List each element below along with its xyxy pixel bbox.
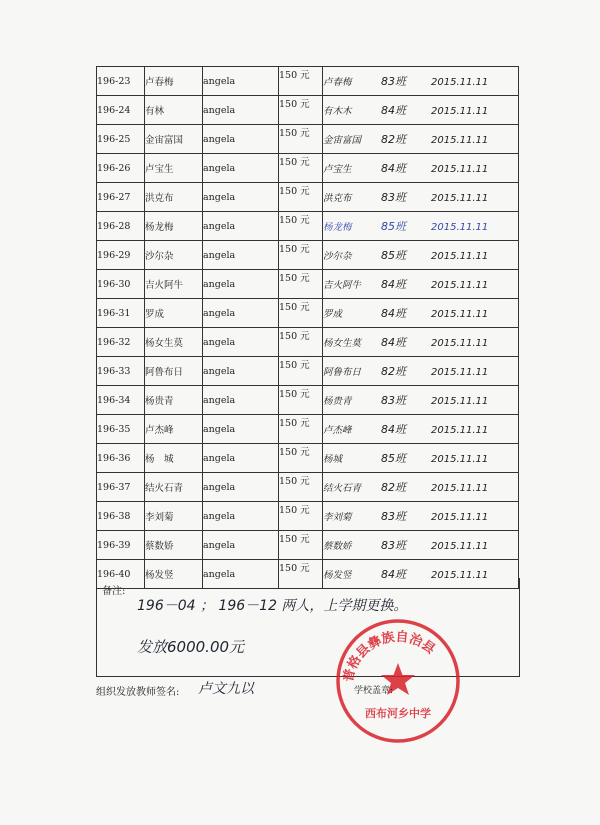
signature-date: 2015.11.11 (431, 512, 489, 523)
table-row (97, 241, 519, 270)
signature-class: 84班 (381, 568, 406, 581)
student-signature (323, 183, 519, 212)
student-number: 196-32 (97, 328, 145, 357)
subsidy-roster-table (96, 66, 519, 589)
signature-date: 2015.11.11 (431, 251, 489, 262)
signature-class: 84班 (381, 336, 406, 349)
student-number: 196-31 (97, 299, 145, 328)
signature-name: 杨贵青 (323, 396, 352, 407)
signature-date: 2015.11.11 (431, 280, 489, 291)
signature-date: 2015.11.11 (431, 222, 489, 233)
handler-name: angela (203, 328, 279, 357)
signature-date: 2015.11.11 (431, 309, 489, 320)
signature-class: 82班 (381, 365, 406, 378)
handler-name: angela (203, 299, 279, 328)
subsidy-amount: 150 元 (279, 96, 323, 125)
seal-label: 学校盖章: (354, 686, 394, 696)
student-signature (323, 241, 519, 270)
student-name: 金宙富国 (145, 125, 203, 154)
signature-name: 金宙富国 (323, 135, 362, 146)
student-number: 196-40 (97, 560, 145, 589)
handler-name: angela (203, 241, 279, 270)
table-row (97, 183, 519, 212)
student-name: 有林 (145, 96, 203, 125)
student-number: 196-34 (97, 386, 145, 415)
student-signature (323, 444, 519, 473)
signature-name: 沙尔杂 (323, 251, 352, 262)
table-row (97, 473, 519, 502)
student-name: 杨龙梅 (145, 212, 203, 241)
student-number: 196-37 (97, 473, 145, 502)
signature-class: 84班 (381, 104, 406, 117)
student-number: 196-38 (97, 502, 145, 531)
subsidy-amount: 150 元 (279, 241, 323, 270)
table-row (97, 328, 519, 357)
signature-class: 83班 (381, 539, 406, 552)
table-row (97, 299, 519, 328)
handler-name: angela (203, 444, 279, 473)
student-number: 196-29 (97, 241, 145, 270)
signature-name: 杨城 (323, 454, 343, 465)
subsidy-amount: 150 元 (279, 183, 323, 212)
signature-date: 2015.11.11 (431, 77, 489, 88)
table-row (97, 415, 519, 444)
teacher-signature: 卢文九以 (198, 681, 254, 697)
signature-date: 2015.11.11 (431, 454, 489, 465)
signature-name: 杨龙梅 (323, 222, 352, 233)
student-signature (323, 67, 519, 96)
teacher-signature-label: 组织发放教师签名: (96, 687, 180, 698)
signature-class: 85班 (381, 220, 406, 233)
student-number: 196-33 (97, 357, 145, 386)
signature-date: 2015.11.11 (431, 483, 489, 494)
student-signature (323, 502, 519, 531)
signature-class: 82班 (381, 481, 406, 494)
student-name: 吉火阿牛 (145, 270, 203, 299)
seal-outer-text: 普格县彝族自治县 (341, 629, 438, 684)
table-row (97, 386, 519, 415)
table-row (97, 270, 519, 299)
student-signature (323, 270, 519, 299)
handler-name: angela (203, 270, 279, 299)
student-name: 杨女生莫 (145, 328, 203, 357)
student-number: 196-27 (97, 183, 145, 212)
student-name: 结火石青 (145, 473, 203, 502)
handler-name: angela (203, 154, 279, 183)
signature-class: 84班 (381, 307, 406, 320)
student-number: 196-23 (97, 67, 145, 96)
signature-class: 85班 (381, 452, 406, 465)
student-name: 卢春梅 (145, 67, 203, 96)
student-number: 196-28 (97, 212, 145, 241)
student-number: 196-24 (97, 96, 145, 125)
signature-date: 2015.11.11 (431, 135, 489, 146)
table-row (97, 125, 519, 154)
subsidy-amount: 150 元 (279, 473, 323, 502)
student-number: 196-35 (97, 415, 145, 444)
signature-date: 2015.11.11 (431, 425, 489, 436)
handler-name: angela (203, 560, 279, 589)
signature-name: 洪克布 (323, 193, 352, 204)
handler-name: angela (203, 96, 279, 125)
signature-name: 有木木 (323, 106, 352, 117)
table-row (97, 67, 519, 96)
student-signature (323, 96, 519, 125)
student-signature (323, 415, 519, 444)
signature-name: 阿鲁布日 (323, 367, 362, 378)
subsidy-amount: 150 元 (279, 444, 323, 473)
school-seal (334, 617, 462, 745)
student-signature (323, 473, 519, 502)
subsidy-amount: 150 元 (279, 415, 323, 444)
subsidy-amount: 150 元 (279, 125, 323, 154)
student-name: 罗成 (145, 299, 203, 328)
signature-date: 2015.11.11 (431, 193, 489, 204)
table-row (97, 531, 519, 560)
student-signature (323, 328, 519, 357)
signature-date: 2015.11.11 (431, 367, 489, 378)
student-number: 196-25 (97, 125, 145, 154)
student-signature (323, 212, 519, 241)
subsidy-amount: 150 元 (279, 154, 323, 183)
subsidy-amount: 150 元 (279, 299, 323, 328)
handler-name: angela (203, 183, 279, 212)
handler-name: angela (203, 531, 279, 560)
signature-name: 李刘菊 (323, 512, 352, 523)
handler-name: angela (203, 67, 279, 96)
signature-date: 2015.11.11 (431, 570, 489, 581)
student-name: 杨发竖 (145, 560, 203, 589)
signature-date: 2015.11.11 (431, 396, 489, 407)
student-signature (323, 299, 519, 328)
signature-name: 结火石青 (323, 483, 362, 494)
subsidy-amount: 150 元 (279, 212, 323, 241)
subsidy-amount: 150 元 (279, 270, 323, 299)
signature-date: 2015.11.11 (431, 164, 489, 175)
table-row (97, 357, 519, 386)
handler-name: angela (203, 212, 279, 241)
signature-class: 83班 (381, 394, 406, 407)
signature-name: 杨发竖 (323, 570, 352, 581)
signature-class: 83班 (381, 191, 406, 204)
student-number: 196-36 (97, 444, 145, 473)
student-number: 196-39 (97, 531, 145, 560)
table-row (97, 212, 519, 241)
student-name: 阿鲁布日 (145, 357, 203, 386)
subsidy-amount: 150 元 (279, 67, 323, 96)
remarks-label: 备注: (102, 586, 126, 597)
signature-name: 卢宝生 (323, 164, 352, 175)
handler-name: angela (203, 415, 279, 444)
signature-class: 83班 (381, 510, 406, 523)
signature-date: 2015.11.11 (431, 106, 489, 117)
subsidy-amount: 150 元 (279, 560, 323, 589)
roster-body (97, 67, 519, 589)
remarks-note: 196－04 ； 196－12 两人，上学期更换。 (137, 598, 408, 614)
signature-date: 2015.11.11 (431, 541, 489, 552)
subsidy-amount: 150 元 (279, 531, 323, 560)
signature-class: 83班 (381, 75, 406, 88)
student-signature (323, 125, 519, 154)
student-signature (323, 357, 519, 386)
handler-name: angela (203, 386, 279, 415)
handler-name: angela (203, 502, 279, 531)
subsidy-amount: 150 元 (279, 328, 323, 357)
signature-name: 卢春梅 (323, 77, 352, 88)
signature-date: 2015.11.11 (431, 338, 489, 349)
student-name: 杨贵青 (145, 386, 203, 415)
student-name: 卢杰峰 (145, 415, 203, 444)
student-name: 李刘菊 (145, 502, 203, 531)
student-name: 蔡数娇 (145, 531, 203, 560)
seal-inner-text: 西布河乡中学 (365, 707, 431, 720)
signature-class: 85班 (381, 249, 406, 262)
student-name: 沙尔杂 (145, 241, 203, 270)
student-name: 卢宝生 (145, 154, 203, 183)
table-row (97, 96, 519, 125)
handler-name: angela (203, 357, 279, 386)
subsidy-amount: 150 元 (279, 502, 323, 531)
student-signature (323, 386, 519, 415)
student-signature (323, 154, 519, 183)
student-signature (323, 531, 519, 560)
signature-class: 84班 (381, 278, 406, 291)
signature-class: 84班 (381, 162, 406, 175)
student-number: 196-30 (97, 270, 145, 299)
table-row (97, 502, 519, 531)
signature-name: 吉火阿牛 (323, 280, 362, 291)
signature-name: 蔡数娇 (323, 541, 352, 552)
signature-class: 84班 (381, 423, 406, 436)
signature-name: 罗成 (323, 309, 343, 320)
student-name: 杨 城 (145, 444, 203, 473)
remarks-issued-amount: 发放6000.00元 (137, 638, 245, 656)
table-row (97, 444, 519, 473)
student-name: 洪克布 (145, 183, 203, 212)
handler-name: angela (203, 125, 279, 154)
signature-name: 卢杰峰 (323, 425, 352, 436)
subsidy-amount: 150 元 (279, 357, 323, 386)
table-row (97, 154, 519, 183)
student-number: 196-26 (97, 154, 145, 183)
subsidy-amount: 150 元 (279, 386, 323, 415)
handler-name: angela (203, 473, 279, 502)
signature-name: 杨女生莫 (323, 338, 362, 349)
signature-class: 82班 (381, 133, 406, 146)
